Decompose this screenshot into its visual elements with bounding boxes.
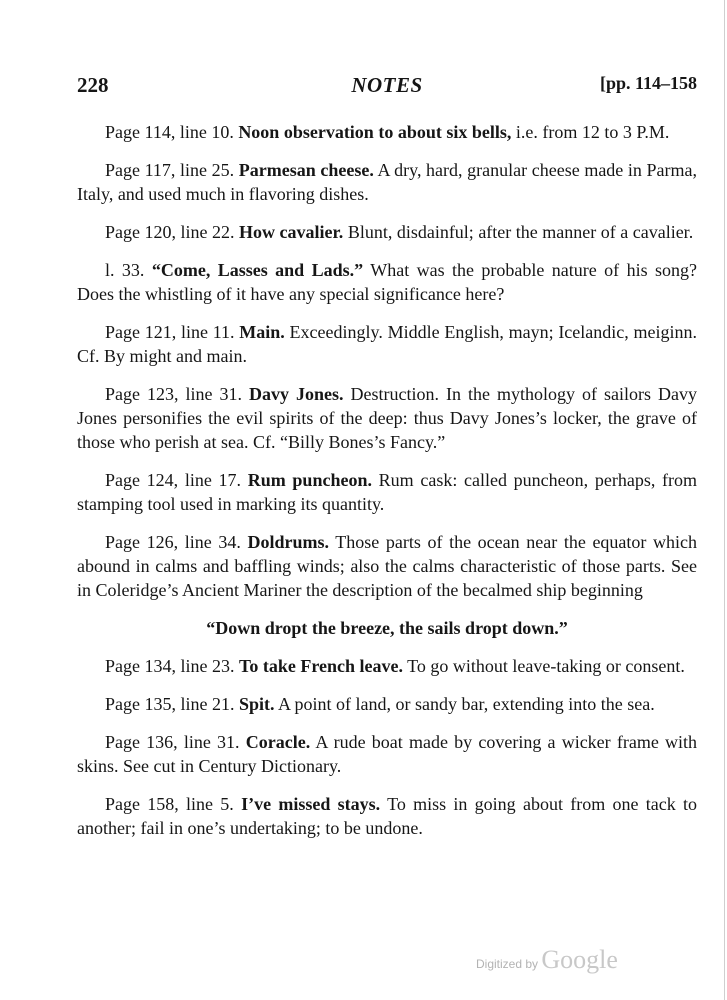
note-term: Noon observation to about six bells,	[238, 122, 512, 142]
note-text: To go without leave-taking or consent.	[402, 656, 685, 676]
note-term: Main.	[239, 322, 285, 342]
note-paragraph	[77, 158, 697, 206]
note-reference: Page 134, line 23.	[105, 656, 235, 676]
note-paragraph	[77, 792, 697, 840]
note-reference: l. 33.	[105, 260, 145, 280]
page-number: 228	[77, 73, 109, 97]
note-text: To miss in going about from one tack to another; fail in one’s undertaking; to be undone.	[77, 794, 698, 838]
note-paragraph	[77, 320, 697, 368]
note-reference: Page 123, line 31.	[105, 384, 242, 404]
note-term: Spit.	[238, 694, 275, 714]
note-text: i.e. from 12 to 3 P.M.	[511, 122, 670, 142]
digitized-watermark	[476, 945, 618, 975]
note-reference: Page 124, line 17.	[105, 470, 242, 490]
notes-body	[77, 120, 697, 854]
note-term: To take French leave.	[238, 656, 403, 676]
page-title: NOTES	[351, 73, 423, 97]
note-reference: Page 126, line 34.	[105, 532, 241, 552]
note-text: Destruction. In the mythology of sailors Davy Jones personifies the evil spirits of the deep: thus Davy Jones’s locker, the grave of those who perish at sea. Cf. “Billy Bones’s Fancy.”	[77, 384, 698, 452]
note-text: A rude boat made by covering a wicker frame with skins. See cut in Century Dictionary.	[77, 732, 698, 776]
note-text: A point of land, or sandy bar, extending into the sea.	[274, 694, 655, 714]
note-text: What was the probable nature of his song? Does the whistling of it have any special significance here?	[77, 260, 697, 304]
watermark-prefix: Digitized by	[476, 957, 539, 971]
note-reference: Page 121, line 11.	[105, 322, 235, 342]
note-paragraph	[77, 220, 697, 244]
note-text: A dry, hard, granular cheese made in Parma, Italy, and used much in flavoring dishes.	[77, 160, 698, 204]
running-header	[77, 73, 697, 101]
note-term: Doldrums.	[247, 532, 329, 552]
quoted-verse: “Down dropt the breeze, the sails dropt down.”	[206, 618, 568, 638]
watermark-brand: Google	[541, 945, 618, 974]
note-reference: Page 117, line 25.	[105, 160, 235, 180]
note-text: Exceedingly. Middle English, mayn; Icelandic, meiginn. Cf. By might and main.	[77, 322, 698, 366]
note-term: “Come, Lasses and Lads.”	[151, 260, 364, 280]
note-reference: Page 135, line 21.	[105, 694, 235, 714]
note-paragraph	[77, 120, 697, 144]
note-text: Blunt, disdainful; after the manner of a cavalier.	[343, 222, 694, 242]
page-range: [pp. 114–158	[599, 73, 697, 93]
note-term: Rum puncheon.	[247, 470, 372, 490]
note-paragraph	[77, 730, 697, 778]
note-term: Coracle.	[245, 732, 311, 752]
note-paragraph	[77, 258, 697, 306]
note-term: How cavalier.	[238, 222, 344, 242]
note-reference: Page 136, line 31.	[105, 732, 240, 752]
note-reference: Page 114, line 10.	[105, 122, 234, 142]
note-paragraph	[77, 382, 697, 454]
note-term: Parmesan cheese.	[238, 160, 374, 180]
page-edge-line	[724, 0, 725, 1000]
note-reference: Page 120, line 22.	[105, 222, 235, 242]
note-text: Those parts of the ocean near the equator which abound in calms and baffling winds; also the calms characteristic of those parts. See in Coleridge’s Ancient Mariner the description of the becalmed ship beginning	[77, 532, 698, 600]
note-reference: Page 158, line 5.	[105, 794, 234, 814]
note-term: I’ve missed stays.	[241, 794, 381, 814]
note-text: Rum cask: called puncheon, perhaps, from stamping tool used in marking its quantity.	[77, 470, 697, 514]
note-term: Davy Jones.	[249, 384, 344, 404]
note-paragraph	[77, 654, 697, 678]
note-paragraph	[77, 530, 697, 602]
note-paragraph	[77, 692, 697, 716]
note-paragraph	[77, 468, 697, 516]
